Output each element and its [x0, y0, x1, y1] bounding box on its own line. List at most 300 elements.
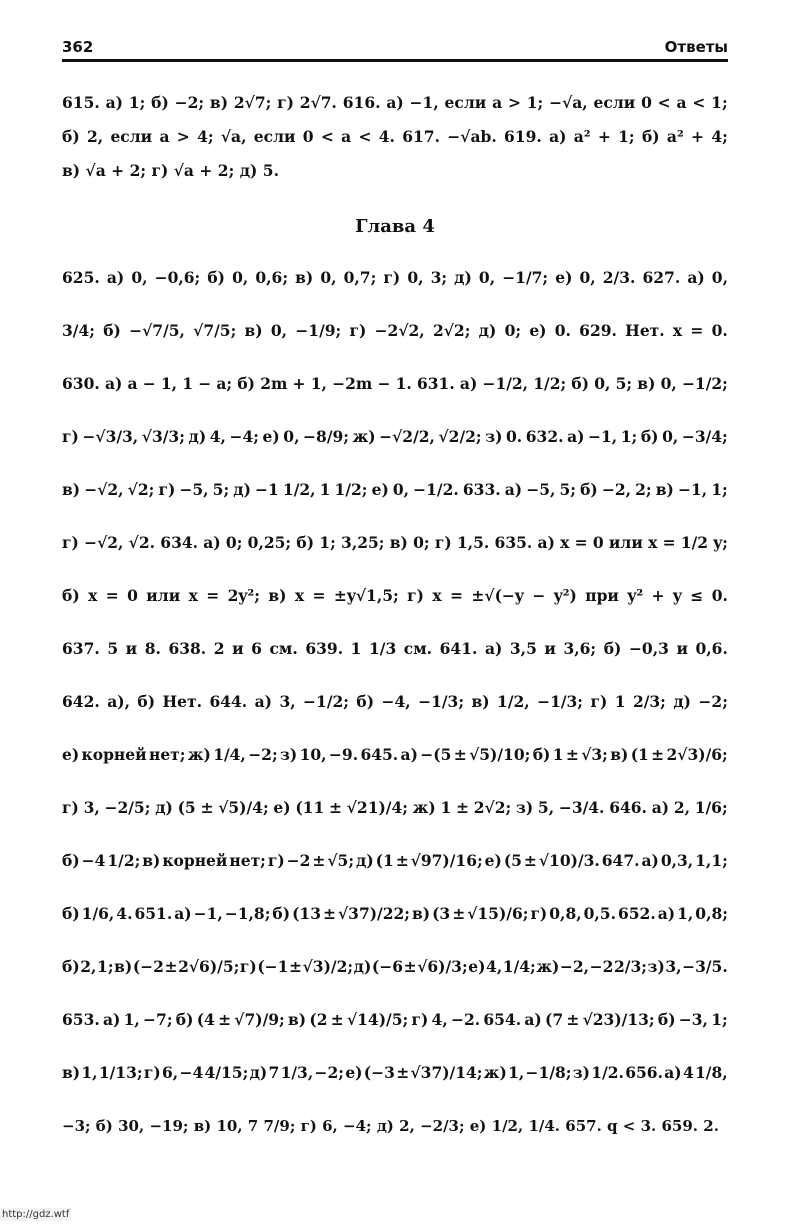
answer-token: (−2	[132, 957, 164, 976]
answer-token: нет;	[229, 851, 266, 870]
answer-token: =	[690, 321, 704, 340]
answer-token: √7/5;	[193, 321, 237, 340]
answer-token: 1/4;	[502, 957, 536, 976]
answer-token: г)	[62, 798, 79, 817]
answer-token: д)	[376, 1116, 394, 1135]
answer-token: в)	[193, 1116, 212, 1135]
answer-token: 2;	[129, 160, 147, 180]
answer-token: 3;	[430, 268, 448, 287]
answer-token: ±	[200, 798, 214, 817]
answer-token: г)	[267, 851, 285, 870]
answer-token: б)	[62, 957, 80, 976]
answer-token: (2	[309, 1010, 328, 1029]
answer-token: 4/15;	[204, 1063, 249, 1082]
answer-token: 1,	[81, 1063, 98, 1082]
answer-token: x	[560, 533, 570, 552]
answer-token: 2;	[217, 160, 235, 180]
answer-token: 651.	[134, 904, 173, 923]
answer-token: 6	[251, 639, 262, 658]
answer-token: 1	[440, 798, 452, 817]
answer-token: 629.	[579, 321, 617, 340]
answer-token: −2;	[698, 692, 728, 711]
answer-token: a²	[573, 126, 591, 146]
answer-token: y	[672, 586, 682, 605]
answer-token: 1;	[618, 126, 635, 146]
answer-token: 0,	[270, 321, 288, 340]
answer-token: ж)	[536, 957, 560, 976]
answer-token: а)	[664, 1063, 682, 1082]
answer-token: 635.	[494, 533, 533, 552]
answer-token: и	[125, 639, 138, 658]
answer-token: −4	[179, 1063, 204, 1082]
answer-line	[62, 940, 728, 993]
answer-token: б)	[62, 586, 80, 605]
answer-token: >	[507, 92, 521, 112]
answer-line	[62, 516, 728, 569]
answer-token: ±	[330, 1010, 344, 1029]
answer-token: г)	[407, 586, 424, 605]
answer-token: 0;	[504, 321, 522, 340]
answer-token: 645.	[360, 745, 399, 764]
answer-token: ±	[453, 745, 467, 764]
answer-token: >	[176, 126, 190, 146]
answer-token: √3;	[581, 745, 608, 764]
answer-token: (4	[196, 1010, 215, 1029]
answer-token: y²)	[553, 586, 577, 605]
answer-token: −√2,	[84, 480, 124, 499]
answer-token: (3	[432, 904, 451, 923]
answer-line	[62, 153, 728, 187]
answer-token: в)	[142, 851, 161, 870]
answer-token: =	[206, 586, 220, 605]
answer-token: 1,	[677, 904, 694, 923]
answer-token: 619.	[504, 126, 542, 146]
answer-token: е)	[555, 268, 573, 287]
answer-token: ±	[651, 745, 665, 764]
answer-token: y;	[713, 533, 728, 552]
answer-token: г)	[349, 321, 367, 340]
answer-token: 2,	[86, 126, 104, 146]
answer-token: 1;	[128, 92, 146, 112]
answer-token: −19;	[149, 1116, 189, 1135]
answer-token: а)	[651, 798, 670, 817]
answer-token: 30,	[118, 1116, 145, 1135]
answer-token: −9.	[328, 745, 359, 764]
answer-token: <	[622, 1116, 636, 1135]
answer-token: если	[593, 92, 636, 112]
answer-token: г)	[277, 92, 294, 112]
answer-token: 7	[247, 1116, 259, 1135]
answer-token: 5,	[537, 798, 555, 817]
answer-token: (5	[177, 798, 196, 817]
answer-line	[62, 728, 728, 781]
answer-token: (1	[375, 851, 394, 870]
answer-token: в)	[62, 160, 81, 180]
answer-token: 1,	[310, 374, 327, 393]
answers-text	[62, 85, 728, 1152]
answer-token: а)	[484, 639, 503, 658]
answer-token: ±	[396, 1063, 410, 1082]
answer-token: 0	[592, 533, 604, 552]
answer-token: д)	[353, 957, 372, 976]
answer-token: е)	[468, 957, 486, 976]
answer-token: д)	[239, 160, 258, 180]
answer-line	[62, 251, 728, 304]
answer-token: 2√7;	[233, 92, 272, 112]
answer-token: если	[253, 126, 296, 146]
answer-token: 2y²;	[227, 586, 260, 605]
answer-token: −5,	[526, 480, 556, 499]
answer-token: а)	[504, 480, 523, 499]
answer-token: (7	[544, 1010, 564, 1029]
answer-token: а)	[106, 268, 125, 287]
answer-token: 653.	[62, 1010, 100, 1029]
answer-token: 0,	[594, 374, 611, 393]
answer-token: 639.	[305, 639, 344, 658]
answer-token: д)	[673, 692, 691, 711]
answer-token: ±	[218, 1010, 232, 1029]
answer-token: 647.	[601, 851, 640, 870]
answer-token: q	[607, 1116, 618, 1135]
answer-token: б)	[62, 126, 80, 146]
answer-token: г)	[411, 1010, 429, 1029]
answer-token: √2.	[128, 533, 156, 552]
answer-token: −	[532, 586, 546, 605]
answer-token: 1	[552, 745, 564, 764]
answer-token: a	[127, 374, 138, 393]
answer-token: 0,7;	[343, 268, 377, 287]
answer-token: если	[110, 126, 153, 146]
answer-token: √15)/6;	[467, 904, 529, 923]
answer-token: а)	[687, 268, 705, 287]
answer-token: 4.	[378, 126, 395, 146]
answer-token: 5;	[212, 480, 230, 499]
answer-token: (1	[630, 745, 649, 764]
answer-token: 1	[350, 639, 362, 658]
answer-token: з)	[572, 1063, 591, 1082]
answers-chapter-4	[62, 251, 728, 1152]
answer-line	[62, 1046, 728, 1099]
answer-token: б)	[151, 92, 169, 112]
answer-token: е)	[469, 1116, 487, 1135]
answer-token: а)	[104, 374, 123, 393]
answer-token: √97)/16;	[410, 851, 483, 870]
answer-token: 2,	[399, 1116, 415, 1135]
answer-token: 1/2;	[533, 374, 567, 393]
answer-token: −1/2;	[303, 692, 349, 711]
answer-token: б)	[237, 374, 256, 393]
answer-token: x	[294, 586, 305, 605]
answer-token: д)	[188, 427, 207, 446]
answer-token: ж)	[352, 427, 376, 446]
answer-token: 2√2;	[473, 798, 512, 817]
answer-token: корней	[162, 851, 228, 870]
answer-token: д)	[233, 480, 251, 499]
answer-token: б)	[175, 1010, 194, 1029]
answer-token: 1/6;	[694, 798, 728, 817]
answer-token: 657.	[565, 1116, 602, 1135]
answer-token: √5)/4;	[218, 798, 269, 817]
answer-token: и	[544, 639, 556, 658]
answer-token: г)	[62, 533, 79, 552]
answer-token: √37)/22;	[337, 904, 411, 923]
answer-token: −	[377, 374, 391, 393]
answer-token: 6,	[322, 1116, 338, 1135]
answer-token: г)	[143, 1063, 161, 1082]
answer-token: ±	[312, 851, 326, 870]
answer-token: −2.	[450, 1010, 481, 1029]
answer-token: см.	[269, 639, 298, 658]
answer-token: а)	[641, 851, 659, 870]
answer-token: x	[432, 586, 442, 605]
answer-line	[62, 119, 728, 153]
answer-token: 632.	[525, 427, 564, 446]
answer-token: а)	[105, 92, 123, 112]
answer-token: ж)	[187, 745, 211, 764]
answer-token: =	[662, 533, 676, 552]
answer-token: ≤	[690, 586, 704, 605]
answer-token: −4;	[343, 1116, 372, 1135]
answer-token: √2;	[127, 480, 155, 499]
answer-token: 616.	[342, 92, 381, 112]
answer-token: −√7/5,	[129, 321, 185, 340]
answer-token: 652.	[617, 904, 656, 923]
answer-token: б)	[207, 268, 226, 287]
answer-token: 4,	[431, 1010, 448, 1029]
answer-token: 0,6;	[255, 268, 289, 287]
answer-token: 641.	[439, 639, 478, 658]
answer-token: б)	[657, 1010, 676, 1029]
answer-token: 2√2;	[432, 321, 471, 340]
answer-token: 2.	[703, 1116, 719, 1135]
answer-token: г)	[300, 1116, 317, 1135]
answer-token: з)	[280, 745, 298, 764]
answer-token: −2	[589, 957, 614, 976]
answer-token: Нет.	[162, 692, 203, 711]
answer-token: б)	[62, 904, 80, 923]
answer-token: 4,	[209, 427, 226, 446]
answer-token: 1/13;	[98, 1063, 143, 1082]
answer-token: 1,	[508, 1063, 525, 1082]
answer-token: −√2/2,	[379, 427, 435, 446]
answer-token: 0,6.	[695, 639, 728, 658]
answer-token: 0,8;	[695, 904, 728, 923]
answer-token: ж)	[483, 1063, 507, 1082]
answer-token: −1,	[588, 427, 618, 446]
answer-token: ±	[452, 904, 466, 923]
answer-line	[62, 887, 728, 940]
answer-token: е)	[273, 798, 291, 817]
answer-token: a	[341, 126, 352, 146]
answer-token: ±	[328, 798, 342, 817]
answer-token: з)	[515, 798, 534, 817]
answer-token: г)	[151, 160, 169, 180]
answer-token: −2√2,	[374, 321, 425, 340]
answer-token: а)	[103, 1010, 121, 1029]
answer-token: −√2,	[84, 533, 124, 552]
answer-token: 1.	[395, 374, 412, 393]
answer-token: 5;	[615, 374, 633, 393]
answer-token: −2;	[174, 92, 205, 112]
answer-token: б)	[95, 1116, 113, 1135]
answer-token: 634.	[160, 533, 199, 552]
answer-line	[62, 569, 728, 622]
answer-token: е)	[345, 1063, 363, 1082]
answer-token: +	[597, 126, 611, 146]
answer-token: −1/8;	[525, 1063, 572, 1082]
answer-token: в)	[637, 374, 656, 393]
answer-token: 3,5	[509, 639, 537, 658]
answer-token: x	[672, 321, 683, 340]
answer-token: −√ab.	[447, 126, 497, 146]
answer-token: 4;	[711, 126, 728, 146]
answer-token: 1,	[123, 1010, 140, 1029]
answer-token: 1;	[711, 480, 728, 499]
answer-token: ±	[566, 1010, 580, 1029]
answer-token: 3,6;	[563, 639, 597, 658]
answer-token: б)	[62, 851, 80, 870]
answer-token: 0,	[478, 268, 496, 287]
answer-token: √3/3;	[141, 427, 185, 446]
answer-line	[62, 357, 728, 410]
answer-token: ±y√1,5;	[333, 586, 399, 605]
answer-token: 646.	[609, 798, 647, 817]
answer-token: б)	[580, 480, 598, 499]
answer-token: 633.	[462, 480, 501, 499]
answer-token: 5	[107, 639, 119, 658]
answer-token: =	[312, 586, 326, 605]
answer-token: г)	[158, 480, 176, 499]
answer-token: <	[657, 92, 671, 112]
answer-token: a²	[666, 126, 684, 146]
chapter-heading: Глава 4	[355, 216, 435, 237]
answer-token: y²	[627, 586, 644, 605]
answer-token: д)	[249, 1063, 268, 1082]
answer-token: 4,	[486, 957, 503, 976]
answer-token: 3/4;	[62, 321, 95, 340]
answer-token: −0,3	[628, 639, 669, 658]
answer-token: √21)/4;	[346, 798, 408, 817]
answer-token: в)	[610, 745, 629, 764]
answers-before-chapter	[62, 85, 728, 187]
answer-token: −0,6;	[154, 268, 201, 287]
answer-token: 2,	[673, 798, 690, 817]
answer-token: 1;	[97, 957, 114, 976]
answer-token: 0	[641, 92, 652, 112]
answer-token: б)	[532, 745, 551, 764]
answer-token: (−6	[371, 957, 404, 976]
answer-token: 656.	[625, 1063, 663, 1082]
answer-token: б)	[272, 904, 291, 923]
answer-token: (−3	[363, 1063, 395, 1082]
answer-token: −2/5;	[104, 798, 151, 817]
answer-token: −4,	[381, 692, 411, 711]
header-rule	[62, 59, 728, 62]
answer-token: +	[199, 160, 213, 180]
answer-token: (13	[292, 904, 321, 923]
answer-token: 1/6,	[81, 904, 115, 923]
answer-token: 0,	[131, 268, 148, 287]
answer-token: √6)/3;	[417, 957, 468, 976]
answer-token: x	[188, 586, 198, 605]
answer-token: 2;	[635, 480, 652, 499]
answer-token: +	[691, 126, 705, 146]
answer-token: 7	[268, 1063, 280, 1082]
answer-token: 0,8,	[549, 904, 582, 923]
answer-token: 0,	[407, 268, 424, 287]
answer-token: −1/9;	[295, 321, 342, 340]
answer-token: −2;	[248, 745, 278, 764]
answer-token: 0.	[554, 321, 571, 340]
answer-token: 2,	[80, 957, 97, 976]
answer-token: б)	[356, 692, 375, 711]
answer-token: x	[648, 533, 658, 552]
answer-token: или	[146, 586, 181, 605]
answer-token: б)	[103, 321, 121, 340]
answer-token: a	[159, 126, 170, 146]
answer-token: ±	[403, 957, 417, 976]
answer-token: в)	[244, 321, 263, 340]
answer-token: 642.	[62, 692, 100, 711]
answer-token: −1,	[677, 480, 708, 499]
answer-token: в)	[389, 533, 408, 552]
answer-token: 0;	[225, 533, 243, 552]
answer-token: а)	[386, 92, 404, 112]
answer-token: а)	[400, 745, 418, 764]
answer-token: ±	[322, 904, 336, 923]
answer-line	[62, 675, 728, 728]
answer-token: 617.	[402, 126, 440, 146]
answer-token: если	[444, 92, 487, 112]
answer-token: 1;	[711, 92, 728, 112]
answer-token: и	[676, 639, 688, 658]
answer-token: в)	[288, 1010, 307, 1029]
answer-token: б)	[640, 427, 659, 446]
answer-token: 8.	[144, 639, 161, 658]
answer-token: е)	[62, 745, 80, 764]
answer-token: 1/2;	[334, 480, 368, 499]
answer-token: 637.	[62, 639, 100, 658]
answer-token: а)	[524, 1010, 542, 1029]
answer-token: −1	[255, 480, 279, 499]
answer-token: 627.	[642, 268, 681, 287]
answer-token: √37)/14;	[410, 1063, 483, 1082]
answer-line	[62, 410, 728, 463]
answer-token: или	[608, 533, 643, 552]
answer-token: в)	[209, 92, 229, 112]
answer-token: −1/2;	[681, 374, 728, 393]
answer-token: 2m	[260, 374, 288, 393]
answer-token: 5.	[262, 160, 279, 180]
watermark: http://gdz.wtf	[2, 1209, 70, 1220]
answer-token: а)	[657, 904, 676, 923]
answer-token: 1/2,	[497, 692, 530, 711]
answer-token: 615.	[62, 92, 100, 112]
answer-token: б)	[137, 692, 156, 711]
answer-token: ±√(−y	[471, 586, 524, 605]
answer-token: 1/2	[680, 533, 709, 552]
answer-token: г)	[530, 904, 548, 923]
answer-token: =	[450, 586, 464, 605]
answer-token: 1	[614, 692, 626, 711]
answer-token: б)	[603, 639, 622, 658]
answer-token: −2m	[332, 374, 373, 393]
answer-token: ±	[164, 957, 178, 976]
answer-token: в)	[268, 586, 287, 605]
answer-token: 1/8,	[695, 1063, 728, 1082]
answer-token: +	[292, 374, 306, 393]
answer-token: 3,25;	[341, 533, 385, 552]
